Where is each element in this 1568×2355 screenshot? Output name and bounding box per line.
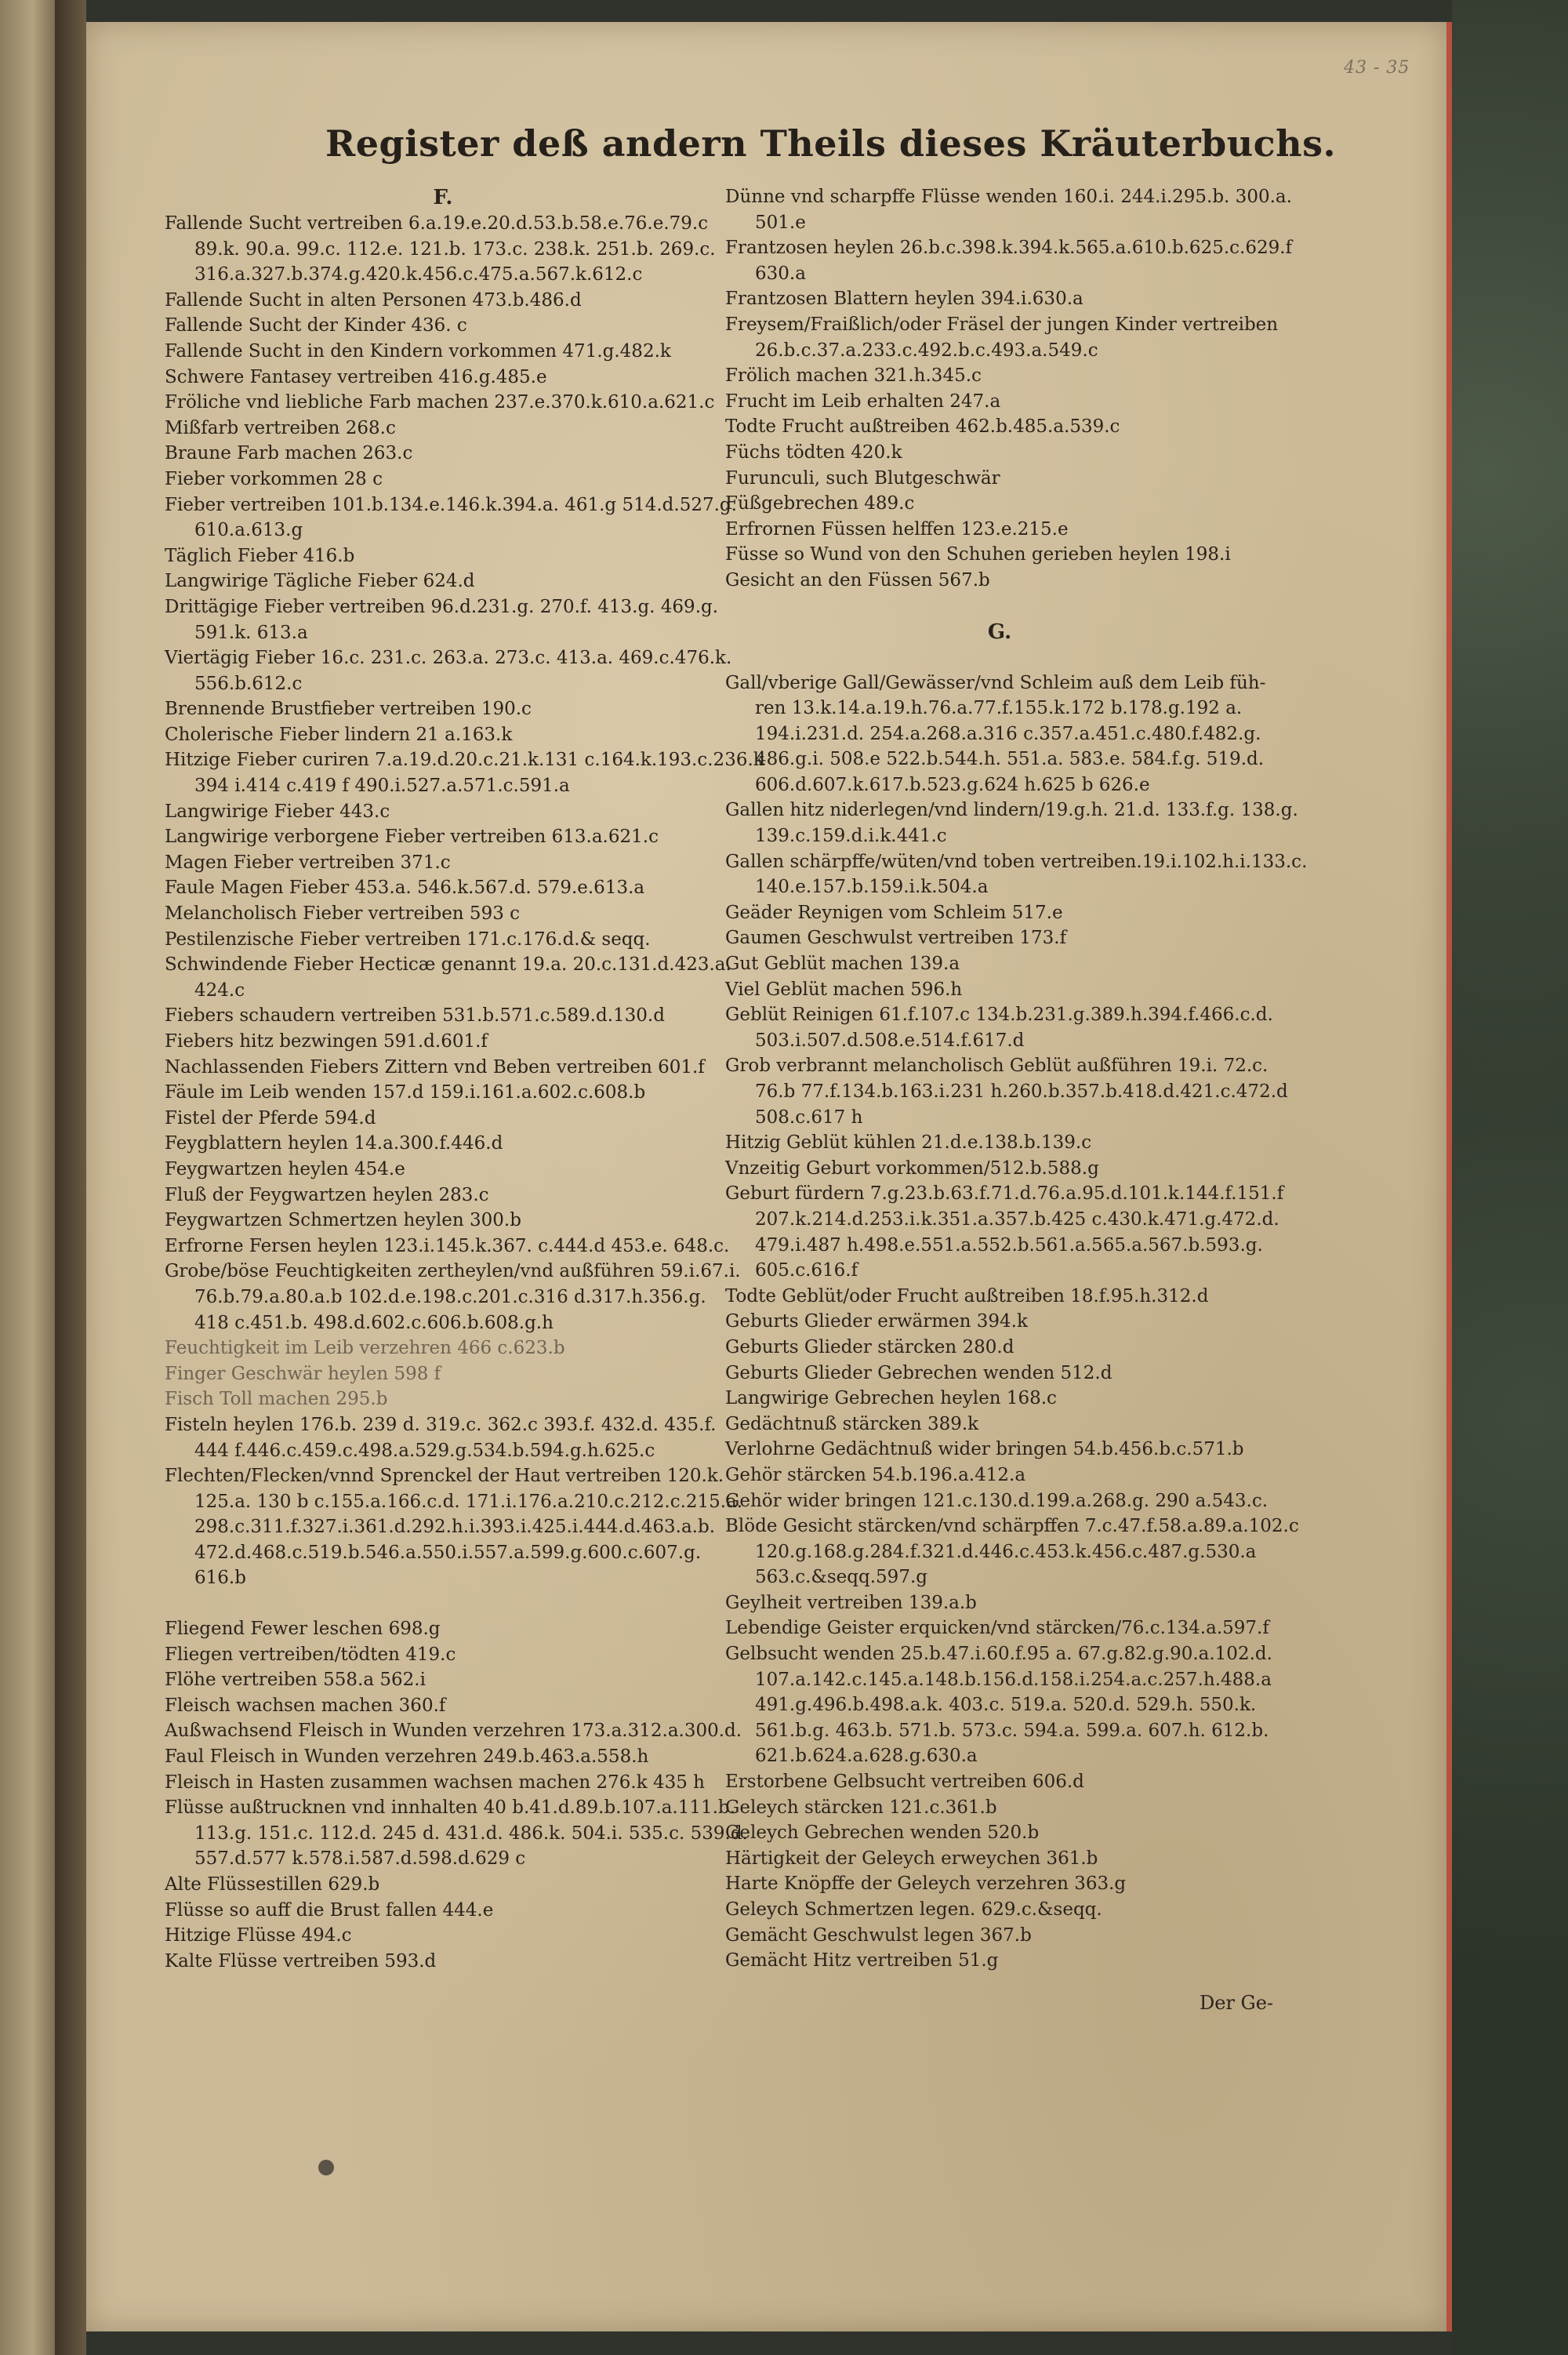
index-entry: Blöde Gesicht stärcken/vnd schärpffen 7.c.47.f.58.a.89.a.102.c (725, 1516, 1299, 1537)
paper-spot (318, 2160, 334, 2175)
index-entry: Melancholisch Fieber vertreiben 593 c (165, 903, 521, 925)
book-cover-board (1452, 0, 1568, 2355)
binding-gutter (55, 0, 86, 2355)
index-entry: Grob verbrannt melancholisch Geblüt außführen 19.i. 72.c. (725, 1056, 1269, 1077)
index-entry: Erfrorne Fersen heylen 123.i.145.k.367. c.444.d 453.e. 648.c. (165, 1235, 730, 1256)
index-entry-continuation: 140.e.157.b.159.i.k.504.a (755, 877, 989, 898)
index-entry: Geburts Glieder erwärmen 394.k (725, 1311, 1028, 1332)
index-entry-continuation: 616.b (194, 1568, 246, 1589)
index-entry: Fistel der Pferde 594.d (165, 1107, 376, 1128)
index-entry-continuation: 508.c.617 h (755, 1107, 863, 1128)
index-entry: Hitzige Fieber curiren 7.a.19.d.20.c.21.k.131 c.164.k.193.c.236.k (165, 750, 764, 771)
index-spacer (725, 594, 1274, 619)
index-entry: Gelbsucht wenden 25.b.47.i.60.f.95 a. 67.g.82.g.90.a.102.d. (725, 1644, 1272, 1665)
index-entry-continuation: 479.i.487 h.498.e.551.a.552.b.561.a.565.a.567.b.593.g. (755, 1234, 1263, 1256)
index-entry: Fluß der Feygwartzen heylen 283.c (165, 1184, 489, 1205)
index-entry-continuation: 424.c (194, 979, 245, 1001)
index-entry-continuation: 394 i.414 c.419 f 490.i.527.a.571.c.591.a (194, 776, 570, 797)
index-entry: Langwirige Fieber 443.c (165, 801, 390, 822)
index-entry: Fleisch in Hasten zusammen wachsen machen 276.k 435 h (165, 1772, 705, 1793)
index-entry: Brennende Brustfieber vertreiben 190.c (165, 699, 532, 720)
index-entry-continuation: 556.b.612.c (194, 673, 303, 694)
index-entry: Fäule im Leib wenden 157.d 159.i.161.a.602.c.608.b (165, 1082, 646, 1103)
index-entry-continuation: 605.c.616.f (755, 1260, 858, 1281)
index-entry: Fallende Sucht in alten Personen 473.b.486.d (165, 289, 582, 311)
index-entry: Faul Fleisch in Wunden verzehren 249.b.463.a.558.h (165, 1746, 649, 1768)
index-entry-continuation: 606.d.607.k.617.b.523.g.624 h.625 b 626.e (755, 774, 1150, 795)
index-entry: Gallen schärpffe/wüten/vnd toben vertreiben.19.i.102.h.i.133.c. (725, 851, 1308, 872)
index-entry: Fröliche vnd liebliche Farb machen 237.e.370.k.610.a.621.c (165, 392, 715, 413)
index-column-left (165, 184, 764, 1974)
index-entry: Flöhe vertreiben 558.a 562.i (165, 1670, 426, 1691)
index-entry: Feygblattern heylen 14.a.300.f.446.d (165, 1133, 503, 1154)
index-entry: Freysem/Fraißlich/oder Fräsel der jungen Kinder vertreiben (725, 314, 1279, 335)
index-entry: Füsse so Wund von den Schuhen gerieben heylen 198.i (725, 544, 1231, 565)
index-entry: Frucht im Leib erhalten 247.a (725, 391, 1001, 412)
index-entry: Todte Frucht außtreiben 462.b.485.a.539.c (725, 416, 1120, 438)
index-spacer (725, 645, 1274, 671)
index-entry: Gall/vberige Gall/Gewässer/vnd Schleim auß dem Leib füh- (725, 672, 1266, 693)
index-entry: Geleych Gebrechen wenden 520.b (725, 1823, 1040, 1844)
index-entry: Viel Geblüt machen 596.h (725, 979, 963, 1000)
index-entry: Fallende Sucht in den Kindern vorkommen 471.g.482.k (165, 340, 671, 362)
index-entry-continuation: 26.b.c.37.a.233.c.492.b.c.493.a.549.c (755, 340, 1098, 361)
index-entry: Härtigkeit der Geleych erweychen 361.b (725, 1848, 1098, 1869)
index-entry: Grobe/böse Feuchtigkeiten zertheylen/vnd außführen 59.i.67.i. (165, 1261, 741, 1282)
index-entry: Feuchtigkeit im Leib verzehren 466 c.623.b (165, 1338, 565, 1359)
index-entry: Langwirige Tägliche Fieber 624.d (165, 571, 475, 592)
index-entry: Geburt fürdern 7.g.23.b.63.f.71.d.76.a.95.d.101.k.144.f.151.f (725, 1183, 1284, 1205)
index-entry: Gemächt Hitz vertreiben 51.g (725, 1950, 999, 1972)
index-entry: Braune Farb machen 263.c (165, 443, 413, 464)
index-entry: Geleych stärcken 121.c.361.b (725, 1797, 997, 1818)
index-entry: Flechten/Flecken/vnnd Sprenckel der Haut vertreiben 120.k. (165, 1466, 724, 1487)
index-entry: Fieber vertreiben 101.b.134.e.146.k.394.a. 461.g 514.d.527.g. (165, 494, 737, 515)
index-entry: Dünne vnd scharpffe Flüsse wenden 160.i. 244.i.295.b. 300.a. (725, 187, 1292, 207)
index-entry: Geburts Glieder Gebrechen wenden 512.d (725, 1362, 1112, 1383)
index-entry-continuation: 107.a.142.c.145.a.148.b.156.d.158.i.254.a.c.257.h.488.a (755, 1669, 1272, 1690)
index-entry: Langwirige Gebrechen heylen 168.c (725, 1388, 1057, 1409)
index-entry-continuation: 125.a. 130 b c.155.a.166.c.d. 171.i.176.a.210.c.212.c.215.a. (194, 1491, 743, 1512)
index-entry: Faule Magen Fieber 453.a. 546.k.567.d. 579.e.613.a (165, 878, 645, 899)
index-entry: Fleisch wachsen machen 360.f (165, 1695, 446, 1716)
index-entry: Täglich Fieber 416.b (165, 545, 355, 566)
section-letter: G. (987, 620, 1012, 644)
index-entry: Flüsse so auff die Brust fallen 444.e (165, 1899, 494, 1921)
section-letter: F. (433, 186, 453, 209)
index-entry: Drittägige Fieber vertreiben 96.d.231.g. 270.f. 413.g. 469.g. (165, 596, 719, 617)
index-entry-continuation: 139.c.159.d.i.k.441.c (755, 826, 947, 847)
index-entry-continuation: 89.k. 90.a. 99.c. 112.e. 121.b. 173.c. 238.k. 251.b. 269.c. (194, 238, 716, 260)
index-entry: Gehör wider bringen 121.c.130.d.199.a.268.g. 290 a.543.c. (725, 1490, 1269, 1511)
index-entry-continuation: 621.b.624.a.628.g.630.a (755, 1746, 978, 1767)
index-entry: Furunculi, such Blutgeschwär (725, 467, 1000, 489)
index-entry: Fieber vorkommen 28 c (165, 468, 383, 489)
page-title: Register deß andern Theils dieses Kräuterbuchs. (325, 122, 1337, 165)
index-entry-continuation: 76.b 77.f.134.b.163.i.231 h.260.b.357.b.418.d.421.c.472.d (755, 1081, 1288, 1102)
pencil-annotation: 43 - 35 (1344, 58, 1410, 78)
index-entry: Geylheit vertreiben 139.a.b (725, 1592, 977, 1613)
index-entry: Fisteln heylen 176.b. 239 d. 319.c. 362.c 393.f. 432.d. 435.f. (165, 1414, 717, 1435)
index-entry-continuation: 76.b.79.a.80.a.b 102.d.e.198.c.201.c.316 d.317.h.356.g. (194, 1286, 706, 1307)
index-entry: Füchs tödten 420.k (725, 442, 902, 463)
index-entry: Gemächt Geschwulst legen 367.b (725, 1924, 1032, 1946)
index-entry: Viertägig Fieber 16.c. 231.c. 263.a. 273.c. 413.a. 469.c.476.k. (165, 648, 732, 669)
index-entry: Gut Geblüt machen 139.a (725, 954, 960, 975)
index-entry-continuation: 207.k.214.d.253.i.k.351.a.357.b.425 c.430.k.471.g.472.d. (755, 1208, 1279, 1230)
index-entry: Schwindende Fieber Hecticæ genannt 19.a. 20.c.131.d.423.a. (165, 954, 731, 976)
index-entry: Fisch Toll machen 295.b (165, 1389, 388, 1410)
index-entry: Frölich machen 321.h.345.c (725, 365, 982, 387)
red-page-edge (1446, 22, 1452, 2331)
index-entry-continuation: 298.c.311.f.327.i.361.d.292.h.i.393.i.425.i.444.d.463.a.b. (194, 1517, 716, 1538)
index-entry: Gesicht an den Füssen 567.b (725, 569, 990, 591)
index-entry: Feygwartzen Schmertzen heylen 300.b (165, 1210, 521, 1231)
index-entry: Fliegen vertreiben/tödten 419.c (165, 1644, 456, 1665)
index-entry: Gaumen Geschwulst vertreiben 173.f (725, 928, 1067, 949)
index-entry: Pestilenzische Fieber vertreiben 171.c.176.d.& seqq. (165, 929, 651, 950)
index-entry: Fiebers hitz bezwingen 591.d.601.f (165, 1031, 488, 1052)
index-entry-continuation: 194.i.231.d. 254.a.268.a.316 c.357.a.451.c.480.f.482.g. (755, 723, 1261, 744)
index-entry: Erstorbene Gelbsucht vertreiben 606.d (725, 1772, 1084, 1793)
index-entry: Harte Knöpffe der Geleych verzehren 363.g (725, 1873, 1127, 1895)
index-entry: Schwere Fantasey vertreiben 416.g.485.e (165, 366, 547, 387)
index-entry: Flüsse außtrucknen vnd innhalten 40 b.41.d.89.b.107.a.111.b. (165, 1797, 735, 1819)
index-entry-continuation: 563.c.&seqq.597.g (755, 1567, 927, 1588)
index-entry-continuation: 486.g.i. 508.e 522.b.544.h. 551.a. 583.e. 584.f.g. 519.d. (755, 749, 1265, 770)
index-entry-continuation: 561.b.g. 463.b. 571.b. 573.c. 594.a. 599.a. 607.h. 612.b. (755, 1720, 1269, 1741)
index-entry-continuation: 630.a (755, 263, 806, 284)
index-entry: Fliegend Fewer leschen 698.g (165, 1619, 441, 1640)
index-entry: Geblüt Reinigen 61.f.107.c 134.b.231.g.389.h.394.f.466.c.d. (725, 1005, 1273, 1026)
index-entry: Geburts Glieder stärcken 280.d (725, 1336, 1014, 1357)
index-entry-continuation: 591.k. 613.a (194, 622, 308, 643)
index-entry-continuation: 316.a.327.b.374.g.420.k.456.c.475.a.567.k.612.c (194, 264, 643, 285)
previous-page-edge (0, 0, 55, 2355)
index-entry: Gedächtnuß stärcken 389.k (725, 1413, 979, 1434)
index-entry: Hitzig Geblüt kühlen 21.d.e.138.b.139.c (725, 1132, 1092, 1154)
index-entry: Außwachsend Fleisch in Wunden verzehren 173.a.312.a.300.d. (165, 1721, 742, 1742)
index-entry: Verlohrne Gedächtnuß wider bringen 54.b.456.b.c.571.b (725, 1439, 1244, 1460)
index-entry: Frantzosen Blattern heylen 394.i.630.a (725, 289, 1083, 310)
index-entry: Lebendige Geister erquicken/vnd stärcken/76.c.134.a.597.f (725, 1618, 1269, 1639)
index-entry: Todte Geblüt/oder Frucht außtreiben 18.f.95.h.312.d (725, 1285, 1209, 1307)
index-entry-continuation: 418 c.451.b. 498.d.602.c.606.b.608.g.h (194, 1312, 554, 1333)
index-entry: Hitzige Flüsse 494.c (165, 1925, 352, 1946)
index-entry: Magen Fieber vertreiben 371.c (165, 852, 451, 873)
index-entry: Geäder Reynigen vom Schleim 517.e (725, 902, 1063, 923)
index-entry: Mißfarb vertreiben 268.c (165, 417, 396, 438)
index-entry-continuation: 120.g.168.g.284.f.321.d.446.c.453.k.456.c.487.g.530.a (755, 1541, 1257, 1562)
index-entry: Geleych Schmertzen legen. 629.c.&seqq. (725, 1899, 1102, 1920)
index-entry-continuation: 444 f.446.c.459.c.498.a.529.g.534.b.594.g.h.625.c (194, 1440, 655, 1461)
index-entry: Fiebers schaudern vertreiben 531.b.571.c.589.d.130.d (165, 1005, 665, 1027)
index-entry: Frantzosen heylen 26.b.c.398.k.394.k.565.a.610.b.625.c.629.f (725, 238, 1293, 259)
index-entry-continuation: 472.d.468.c.519.b.546.a.550.i.557.a.599.g.600.c.607.g. (194, 1542, 702, 1563)
index-entry-continuation: 503.i.507.d.508.e.514.f.617.d (755, 1030, 1025, 1051)
index-entry: Fallende Sucht vertreiben 6.a.19.e.20.d.53.b.58.e.76.e.79.c (165, 213, 709, 234)
index-entry: Finger Geschwär heylen 598 f (165, 1363, 441, 1384)
catchword: Der Ge- (1200, 1992, 1274, 2014)
index-entry: Langwirige verborgene Fieber vertreiben 613.a.621.c (165, 827, 659, 848)
index-entry-continuation: 113.g. 151.c. 112.d. 245 d. 431.d. 486.k. 504.i. 535.c. 539.d. (194, 1823, 748, 1844)
index-entry: Cholerische Fieber lindern 21 a.163.k (165, 724, 513, 745)
index-entry: Gehör stärcken 54.b.196.a.412.a (725, 1464, 1026, 1485)
index-entry: Vnzeitig Geburt vorkommen/512.b.588.g (725, 1158, 1099, 1179)
index-entry-continuation: ren 13.k.14.a.19.h.76.a.77.f.155.k.172 b.178.g.192 a. (755, 698, 1243, 719)
index-entry: Nachlassenden Fiebers Zittern vnd Beben vertreiben 601.f (165, 1056, 705, 1078)
index-entry: Feygwartzen heylen 454.e (165, 1158, 405, 1179)
index-spacer (165, 1591, 721, 1616)
index-entry-continuation: 557.d.577 k.578.i.587.d.598.d.629 c (194, 1848, 526, 1870)
index-entry: Gallen hitz niderlegen/vnd lindern/19.g.h. 21.d. 133.f.g. 138.g. (725, 800, 1298, 821)
index-entry-continuation: 610.a.613.g (194, 520, 303, 541)
index-entry: Füßgebrechen 489.c (725, 493, 915, 514)
index-entry-continuation: 501.e (755, 212, 806, 233)
index-entry: Erfrornen Füssen helffen 123.e.215.e (725, 518, 1069, 540)
index-entry: Alte Flüssestillen 629.b (165, 1874, 380, 1895)
index-entry: Fallende Sucht der Kinder 436. c (165, 315, 467, 336)
index-entry: Kalte Flüsse vertreiben 593.d (165, 1950, 437, 1972)
index-entry-continuation: 491.g.496.b.498.a.k. 403.c. 519.a. 520.d. 529.h. 550.k. (755, 1695, 1257, 1716)
index-column-right (725, 184, 1308, 1974)
